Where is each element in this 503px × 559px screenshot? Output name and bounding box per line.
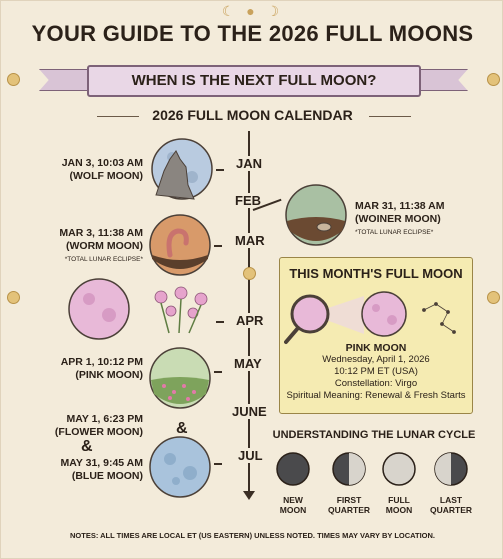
month-apr: APR <box>233 313 266 328</box>
moon-time: 10:12 PM ET (USA) <box>334 366 418 377</box>
mar3-moon-label <box>31 227 143 266</box>
phase-line: QUARTER <box>429 505 473 515</box>
phase-label-last-quarter <box>424 495 478 515</box>
side-moon-icon <box>7 291 20 304</box>
connector-tick <box>214 245 222 247</box>
moon-name: (BLUE MOON) <box>71 470 143 482</box>
moon-name: (WORM MOON) <box>66 240 143 252</box>
flower-moon-illustration <box>148 346 212 410</box>
phase-label-first-quarter <box>322 495 376 515</box>
phase-label-new <box>266 495 320 515</box>
wolf-moon-illustration <box>150 137 214 201</box>
footer-note: NOTES: ALL TIMES ARE LOCAL ET (US EASTERN) UNLESS NOTED. TIMES MAY VARY BY LOCATION. <box>69 531 436 540</box>
woiner-moon-illustration <box>284 183 348 247</box>
eclipse-note: *TOTAL LUNAR ECLIPSE* <box>64 256 143 263</box>
phase-line: FULL <box>388 495 410 505</box>
timeline-moon-marker-icon <box>243 267 256 280</box>
ampersand: & <box>81 438 93 455</box>
worm-moon-illustration <box>148 213 212 277</box>
moon-name: (PINK MOON) <box>75 369 143 381</box>
lunar-cycle-title: UNDERSTANDING THE LUNAR CYCLE <box>272 429 476 441</box>
last-quarter-moon-icon <box>433 451 469 487</box>
blue-moon-illustration <box>148 435 212 499</box>
eclipse-note: *TOTAL LUNAR ECLIPSE* <box>355 229 434 236</box>
flower-illustration <box>149 285 215 335</box>
month-may: MAY <box>231 356 265 371</box>
month-mar: MAR <box>232 233 268 248</box>
moon-name: (WOLF MOON) <box>69 170 143 182</box>
date-time: MAY 1, 6:23 PM <box>66 413 143 425</box>
new-moon-icon <box>275 451 311 487</box>
phase-line: FIRST <box>336 495 362 505</box>
connector-tick <box>216 321 224 323</box>
side-moon-icon <box>7 73 20 86</box>
phase-line: MOON <box>279 505 307 515</box>
pink-moon-illustration <box>59 277 139 341</box>
apr1-moon-label <box>45 356 143 382</box>
moon-name: PINK MOON <box>345 342 407 354</box>
may1-moon-label <box>31 413 143 439</box>
moon-date: Wednesday, April 1, 2026 <box>322 354 430 365</box>
constellation: Constellation: Virgo <box>334 378 418 389</box>
connector-tick <box>214 371 222 373</box>
banner-text: WHEN IS THE NEXT FULL MOON? <box>131 72 377 89</box>
date-time: MAY 31, 9:45 AM <box>60 457 143 469</box>
month-june: JUNE <box>229 404 270 419</box>
month-feb: FEB <box>232 193 264 208</box>
date-time: APR 1, 10:12 PM <box>60 356 143 368</box>
panel-title: THIS MONTH'S FULL MOON <box>289 266 463 281</box>
magnifier-moon-illustration <box>284 284 468 346</box>
moon-name: (WOINER MOON) <box>355 213 441 225</box>
spiritual-meaning: Spiritual Meaning: Renewal & Fresh Starts <box>286 390 466 401</box>
phase-line: QUARTER <box>327 505 371 515</box>
next-full-moon-banner <box>87 65 421 97</box>
timeline-arrow-icon <box>243 491 255 500</box>
side-moon-icon <box>487 73 500 86</box>
date-time: JAN 3, 10:03 AM <box>61 157 143 169</box>
date-time: MAR 31, 11:38 AM <box>355 200 445 212</box>
may31-moon-label <box>31 457 143 483</box>
this-month-panel <box>279 257 473 414</box>
phase-label-full <box>372 495 426 515</box>
first-quarter-moon-icon <box>331 451 367 487</box>
banner-ribbon-left <box>39 69 93 91</box>
date-time: MAR 3, 11:38 AM <box>59 227 143 239</box>
phase-line: MOON <box>385 505 413 515</box>
top-moon-ornament: ☾ ● ☽ <box>221 3 284 19</box>
connector-tick <box>214 463 222 465</box>
ampersand: & <box>176 420 188 437</box>
mar31-moon-label <box>355 200 473 239</box>
moon-name: (FLOWER MOON) <box>54 426 143 438</box>
banner-ribbon-right <box>414 69 468 91</box>
month-jan: JAN <box>233 156 265 171</box>
divider-line <box>369 116 411 117</box>
jan-moon-label <box>45 157 143 183</box>
connector-tick <box>216 169 224 171</box>
panel-info <box>280 342 472 402</box>
page-title: YOUR GUIDE TO THE 2026 FULL MOONS <box>31 21 474 46</box>
full-moon-icon <box>381 451 417 487</box>
month-jul: JUL <box>235 448 266 463</box>
phase-line: NEW <box>283 495 303 505</box>
calendar-title: 2026 FULL MOON CALENDAR <box>152 107 353 123</box>
phase-line: LAST <box>439 495 463 505</box>
side-moon-icon <box>487 291 500 304</box>
